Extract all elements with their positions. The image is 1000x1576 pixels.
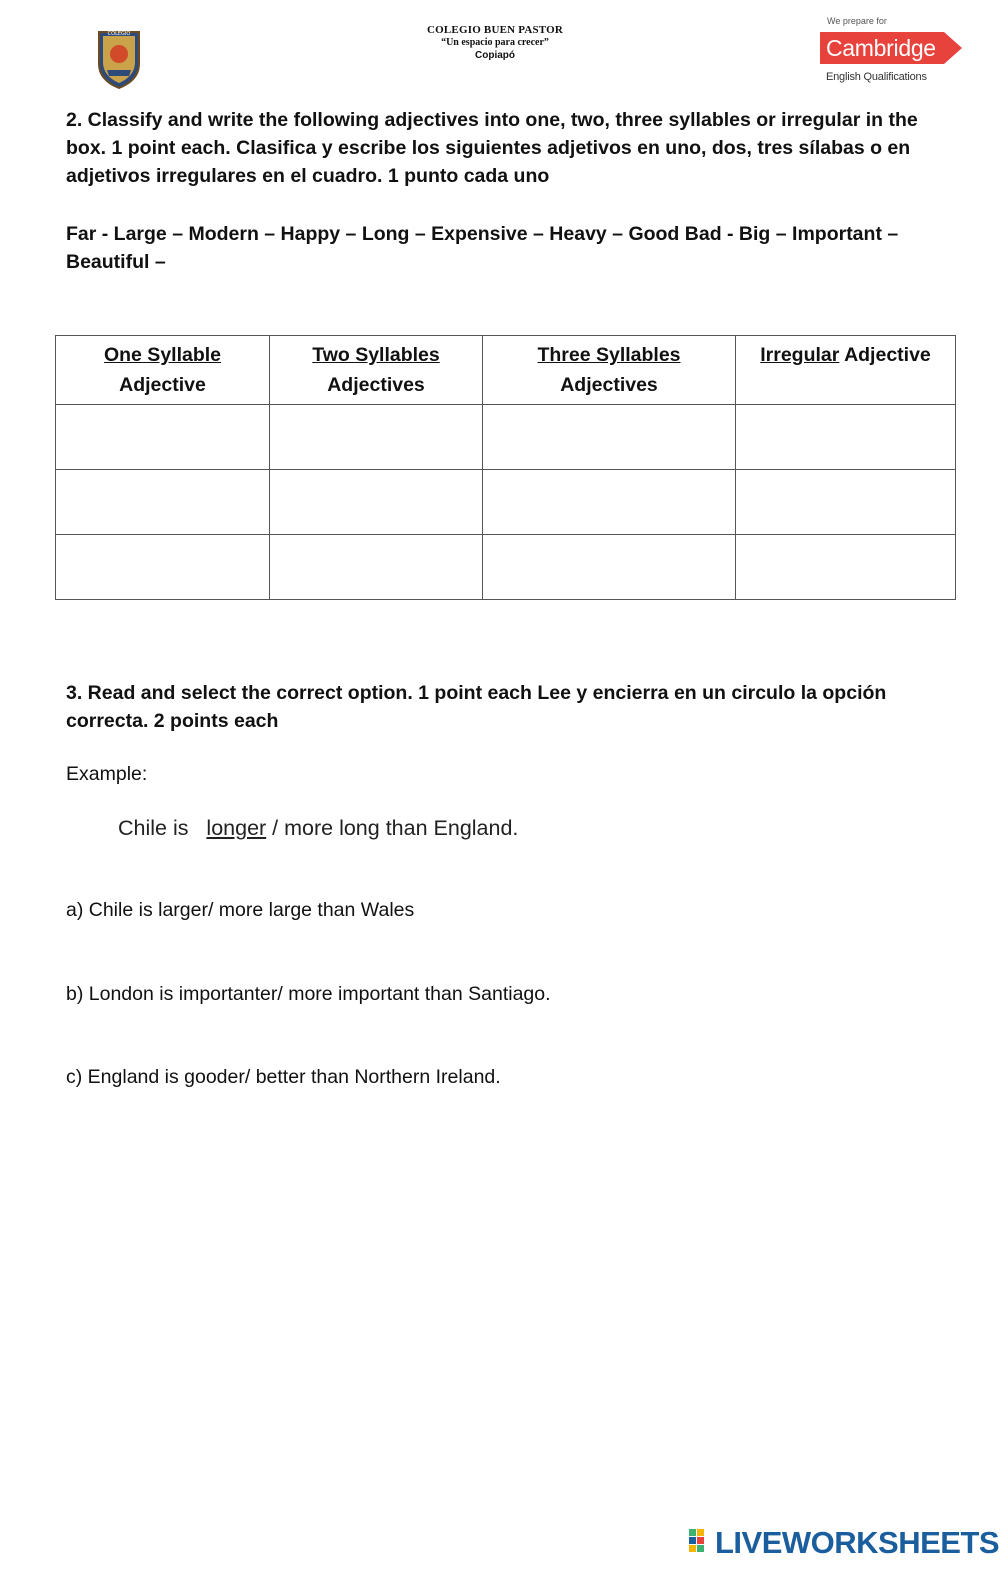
table-header-row (56, 336, 956, 405)
answer-cell-two-syllables[interactable] (270, 405, 483, 470)
school-city: Copiapó (475, 50, 515, 61)
cambridge-logo (820, 14, 970, 90)
header-three-syllables (483, 336, 736, 405)
answer-cell-three-syllables[interactable] (483, 470, 736, 535)
header-label-rest: Adjective (119, 374, 206, 396)
header-label-underlined: Irregular (760, 344, 840, 366)
answer-cell-one-syllable[interactable] (56, 535, 270, 600)
school-heading (395, 24, 595, 61)
example-start: Chile is (118, 816, 189, 840)
table-row (56, 405, 956, 470)
header-two-syllables (270, 336, 483, 405)
crest-lettering: COLEGIO (107, 31, 131, 37)
answer-cell-one-syllable[interactable] (56, 470, 270, 535)
example-answer: longer (206, 816, 267, 840)
header-label-underlined: One Syllable (103, 344, 222, 366)
school-name: COLEGIO BUEN PASTOR (426, 24, 564, 36)
cambridge-wordmark: Cambridge (826, 35, 936, 61)
answer-cell-one-syllable[interactable] (56, 405, 270, 470)
example-label: Example: (66, 763, 148, 785)
answer-cell-two-syllables[interactable] (270, 470, 483, 535)
table-row (56, 535, 956, 600)
header-label-rest: Adjective (844, 344, 931, 366)
example-end: / more long than England. (272, 816, 519, 840)
header-irregular (736, 336, 956, 405)
adjective-word-list: Far - Large – Modern – Happy – Long – Expensive – Heavy – Good Bad - Big – Important – Beautiful – (66, 223, 899, 273)
section-3-instruction: 3. Read and select the correct option. 1 point each Lee y encierra en un circulo la opción correcta. 2 points each (66, 682, 887, 732)
answer-cell-irregular[interactable] (736, 470, 956, 535)
answer-cell-three-syllables[interactable] (483, 405, 736, 470)
header-label-rest: Adjectives (560, 374, 658, 396)
question-item-b[interactable]: b) London is importanter/ more important than Santiago. (66, 983, 551, 1005)
table-row (56, 470, 956, 535)
cambridge-tagline: We prepare for (827, 16, 887, 26)
example-sentence (118, 816, 518, 841)
answer-cell-two-syllables[interactable] (270, 535, 483, 600)
header-label-underlined: Three Syllables (537, 344, 681, 366)
header-one-syllable (56, 336, 270, 405)
question-item-a[interactable]: a) Chile is larger/ more large than Wales (66, 899, 415, 921)
section-2-instruction: 2. Classify and write the following adjectives into one, two, three syllables or irregular in the box. 1 point each. Clasifica y escribe los siguientes adjetivos en uno, dos, tres sílabas o en adjetivos irregulares en el cuadro. 1 punto cada uno (66, 109, 918, 187)
liveworksheets-grid-icon (689, 1529, 713, 1555)
header-label-underlined: Two Syllables (312, 344, 440, 366)
cambridge-subtitle: English Qualifications (826, 71, 927, 83)
question-item-c[interactable]: c) England is gooder/ better than Northern Ireland. (66, 1066, 501, 1088)
syllable-classification-table (55, 335, 956, 600)
liveworksheets-wordmark: LIVEWORKSHEETS (715, 1525, 1000, 1560)
school-motto: “Un espacio para crecer” (441, 37, 549, 48)
answer-cell-irregular[interactable] (736, 405, 956, 470)
answer-cell-irregular[interactable] (736, 535, 956, 600)
answer-cell-three-syllables[interactable] (483, 535, 736, 600)
header-label-rest: Adjectives (327, 374, 425, 396)
school-crest-logo (95, 26, 143, 90)
